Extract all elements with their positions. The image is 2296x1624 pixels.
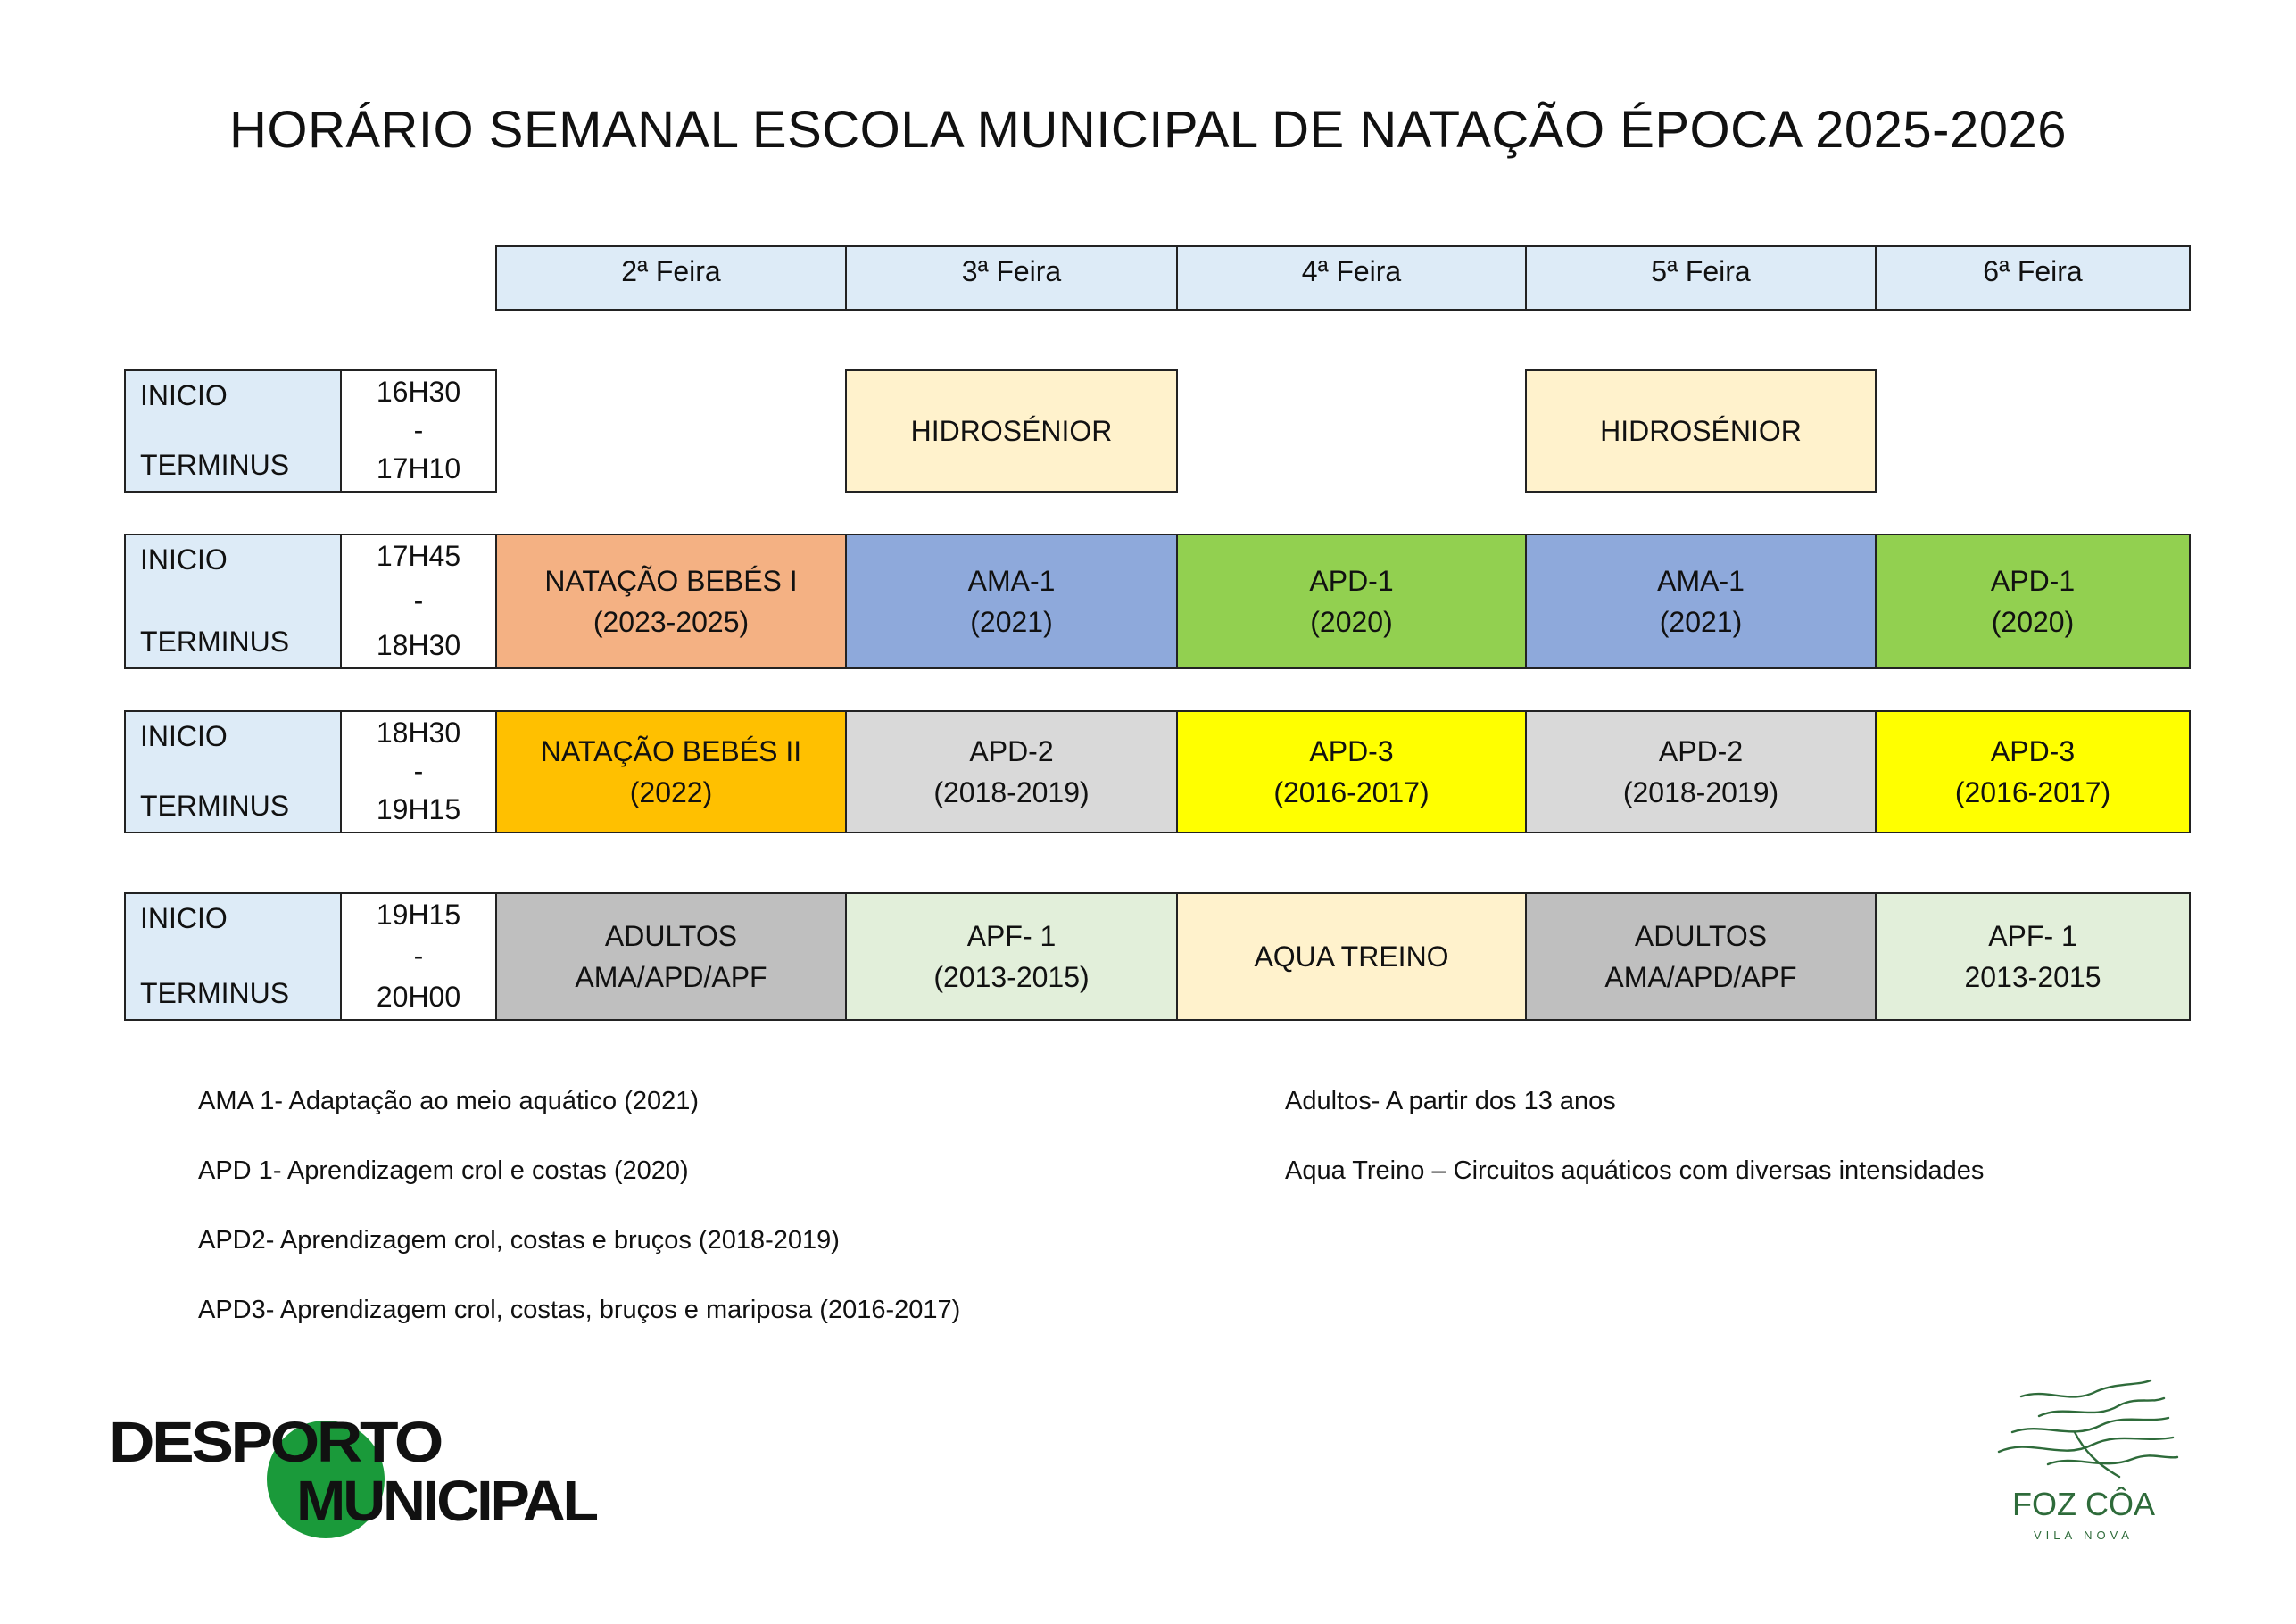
class-years: 2013-2015 (1964, 961, 2101, 993)
class-years: (2020) (1310, 606, 1393, 638)
start-label: INICIO (140, 902, 228, 934)
foz-coa-logo (1985, 1379, 2182, 1548)
class-name: AMA-1 (967, 565, 1056, 597)
foz-coa-name: FOZ CÔA (2012, 1486, 2155, 1522)
class-name: APD-1 (1990, 565, 2076, 597)
class-name: NATAÇÃO BEBÉS II (540, 735, 802, 767)
class-years: (2016-2017) (1954, 776, 2111, 808)
class-cell (1525, 710, 1877, 833)
class-name: AMA-1 (1657, 565, 1745, 597)
time-separator: - (413, 940, 424, 972)
class-name: ADULTOS (604, 920, 738, 952)
class-cell (1875, 892, 2191, 1021)
class-years: (2016-2017) (1273, 776, 1430, 808)
class-cell (1525, 369, 1877, 493)
class-cell (495, 892, 847, 1021)
class-name: NATAÇÃO BEBÉS I (544, 565, 798, 597)
class-years: AMA/APD/APF (1604, 961, 1797, 993)
start-time: 18H30 (376, 717, 461, 749)
class-years: (2018-2019) (1622, 776, 1779, 808)
end-time: 17H10 (376, 452, 461, 485)
class-cell (845, 369, 1178, 493)
day-label: 3ª Feira (961, 255, 1062, 287)
class-years: AMA/APD/APF (575, 961, 767, 993)
end-label: TERMINUS (140, 449, 290, 481)
legend-item: Adultos- A partir dos 13 anos (1285, 1087, 1616, 1115)
class-years: (2022) (629, 776, 713, 808)
class-cell (1875, 710, 2191, 833)
class-cell (845, 710, 1178, 833)
class-cell (1525, 892, 1877, 1021)
class-cell (1875, 534, 2191, 669)
end-time: 20H00 (376, 981, 461, 1013)
class-name: HIDROSÉNIOR (910, 415, 1113, 447)
end-label: TERMINUS (140, 977, 290, 1009)
class-cell (1176, 534, 1527, 669)
class-name: APD-2 (1658, 735, 1744, 767)
slot-labels (124, 369, 342, 493)
class-name: APD-2 (969, 735, 1054, 767)
class-name: ADULTOS (1634, 920, 1768, 952)
end-label: TERMINUS (140, 790, 290, 822)
day-label: 5ª Feira (1651, 255, 1751, 287)
class-name: APD-1 (1309, 565, 1394, 597)
slot-labels (124, 892, 342, 1021)
day-header (1525, 245, 1877, 311)
end-time: 18H30 (376, 629, 461, 661)
time-separator: - (413, 755, 424, 787)
day-label: 2ª Feira (621, 255, 721, 287)
time-separator: - (413, 414, 424, 446)
legend-item: Aqua Treino – Circuitos aquáticos com diversas intensidades (1285, 1156, 1985, 1185)
class-name: APD-3 (1309, 735, 1394, 767)
class-name: APF- 1 (966, 920, 1057, 952)
start-time: 17H45 (376, 540, 461, 572)
slot-times (340, 369, 497, 493)
class-cell (845, 534, 1178, 669)
class-cell (1525, 534, 1877, 669)
class-years: (2021) (1659, 606, 1743, 638)
desporto-logo-line2: MUNICIPAL (296, 1469, 598, 1533)
day-label: 4ª Feira (1301, 255, 1402, 287)
start-label: INICIO (140, 720, 228, 752)
day-label: 6ª Feira (1983, 255, 2083, 287)
day-header (495, 245, 847, 311)
slot-times (340, 892, 497, 1021)
class-name: HIDROSÉNIOR (1600, 415, 1802, 447)
desporto-municipal-logo (107, 1408, 607, 1542)
desporto-logo-line1: DESPORTO (109, 1410, 443, 1474)
slot-labels (124, 710, 342, 833)
class-years: (2021) (970, 606, 1053, 638)
foz-coa-subtitle: VILA NOVA (2034, 1529, 2134, 1542)
legend-item: APD2- Aprendizagem crol, costas e bruços (2018-2019) (198, 1226, 840, 1255)
class-years: (2023-2025) (593, 606, 750, 638)
class-cell (845, 892, 1178, 1021)
class-years: (2020) (1991, 606, 2075, 638)
start-label: INICIO (140, 379, 228, 411)
legend-item: APD3- Aprendizagem crol, costas, bruços e mariposa (2016-2017) (198, 1296, 961, 1324)
class-name: APF- 1 (1988, 920, 2077, 952)
start-time: 19H15 (376, 899, 461, 931)
class-name: AQUA TREINO (1254, 940, 1449, 973)
class-cell (495, 534, 847, 669)
day-header (1875, 245, 2191, 311)
end-time: 19H15 (376, 793, 461, 825)
class-cell (1176, 892, 1527, 1021)
start-time: 16H30 (376, 376, 461, 408)
class-years: (2018-2019) (933, 776, 1090, 808)
time-separator: - (413, 584, 424, 617)
page-title: HORÁRIO SEMANAL ESCOLA MUNICIPAL DE NATAÇÃO ÉPOCA 2025-2026 (228, 101, 2068, 159)
slot-labels (124, 534, 342, 669)
class-years: (2013-2015) (933, 961, 1090, 993)
legend-item: AMA 1- Adaptação ao meio aquático (2021) (198, 1087, 700, 1115)
end-label: TERMINUS (140, 626, 290, 658)
class-cell (1176, 710, 1527, 833)
start-label: INICIO (140, 543, 228, 576)
class-name: APD-3 (1990, 735, 2076, 767)
class-cell (495, 710, 847, 833)
slot-times (340, 534, 497, 669)
slot-times (340, 710, 497, 833)
day-header (1176, 245, 1527, 311)
legend-item: APD 1- Aprendizagem crol e costas (2020) (198, 1156, 689, 1185)
day-header (845, 245, 1178, 311)
